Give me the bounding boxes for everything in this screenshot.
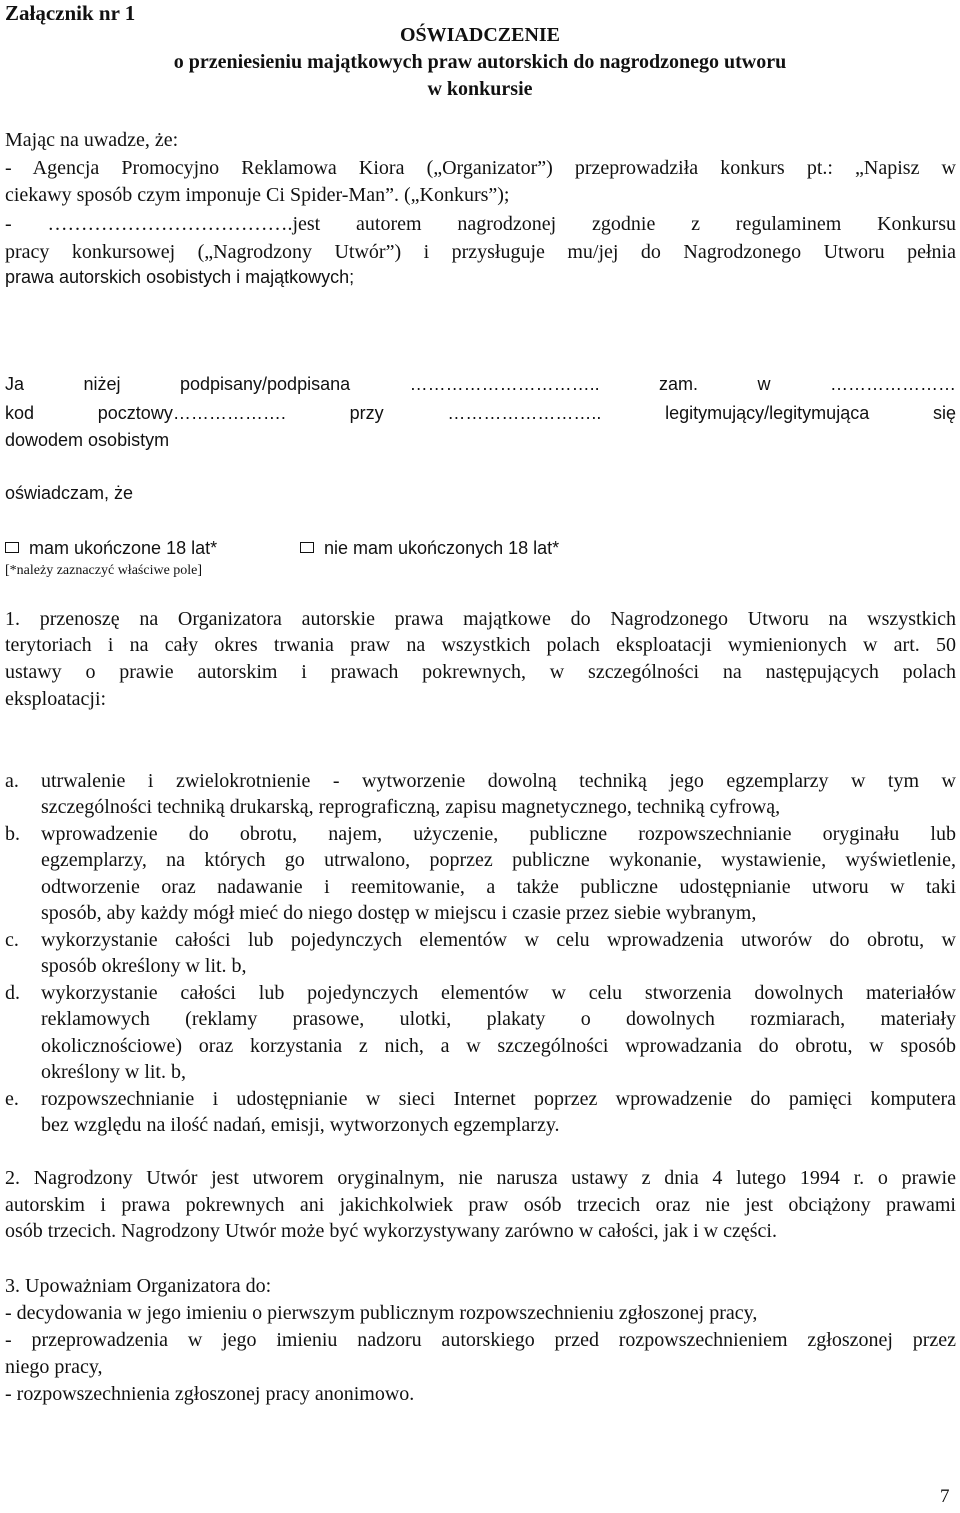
field-c-letter: c.	[5, 929, 19, 951]
section1-line-3: ustawy o prawie autorskim i prawach pokrewnych, w szczególności na następujących polach	[5, 661, 956, 683]
field-a-line: szczególności techniką drukarską, reprograficzną, zapisu magnetycznego, techniką cyfrową,	[41, 796, 781, 818]
intro-author-line-1: - ……………………………….jest autorem nagrodzonej zgodnie z regulaminem Konkursu	[5, 213, 956, 235]
intro-lead: Mając na uwadze, że:	[5, 129, 179, 151]
section3-line-1: 3. Upoważniam Organizatora do:	[5, 1275, 272, 1297]
field-b-line: odtworzenie oraz nadawanie i reemitowanie, a także publiczne udostępnianie utworu w taki	[41, 876, 956, 898]
checkbox-square-icon[interactable]	[5, 542, 19, 553]
section3-line-5: - rozpowszechnienia zgłoszonej pracy anonimowo.	[5, 1383, 415, 1405]
field-c-line: wykorzystanie całości lub pojedynczych elementów w celu wprowadzenia utworów do obrotu, w	[41, 929, 956, 951]
intro-organizer-line-2: ciekawy sposób czym imponuje Ci Spider-Man”. („Konkurs”);	[5, 184, 510, 206]
section1-line-1: 1. przenoszę na Organizatora autorskie prawa majątkowe do Nagrodzonego Utworu na wszystkich	[5, 608, 956, 630]
section1-line-4: eksploatacji:	[5, 688, 107, 710]
intro-author-line-3: prawa autorskich osobistych i majątkowych;	[5, 267, 355, 287]
section2-line-1: 2. Nagrodzony Utwór jest utworem oryginalnym, nie narusza ustawy z dnia 4 lutego 1994 r. o prawie	[5, 1167, 956, 1189]
declare-text: oświadczam, że	[5, 483, 134, 503]
intro-organizer-line-1: - Agencja Promocyjno Reklamowa Kiora („Organizator”) przeprowadziła konkurs pt.: „Napisz w	[5, 157, 956, 179]
document-subtitle: o przeniesieniu majątkowych praw autorskich do nagrodzonego utworu	[173, 51, 787, 73]
checkbox-square-icon[interactable]	[300, 542, 314, 553]
field-d-letter: d.	[5, 982, 20, 1004]
field-b-line: sposób, aby każdy mógł mieć do niego dostęp w miejscu i czasie przez siebie wybranym,	[41, 902, 757, 924]
field-d-line: wykorzystanie całości lub pojedynczych elementów w celu stworzenia dowolnych materiałów	[41, 982, 956, 1004]
section3-line-4: niego pracy,	[5, 1356, 103, 1378]
page-number: 7	[940, 1486, 950, 1507]
checkbox-adult[interactable]	[5, 538, 217, 559]
field-e-letter: e.	[5, 1088, 19, 1110]
checkbox-minor[interactable]	[300, 538, 559, 559]
field-e-line: rozpowszechnianie i udostępnianie w sieci Internet poprzez wprowadzenie do pamięci komputera	[41, 1088, 956, 1110]
field-d-line: okolicznościowe) oraz korzystania z nich, a w szczególności wprowadzania do obrotu, w sposób	[41, 1035, 956, 1057]
declarant-line-3: dowodem osobistym	[5, 430, 170, 450]
document-title: OŚWIADCZENIE	[399, 24, 561, 46]
document-subtitle-contest: w konkursie	[427, 78, 533, 100]
field-b-line: egzemplarzy, na których go utrwalono, poprzez publiczne wykonanie, wystawienie, wyświetlenie,	[41, 849, 956, 871]
attachment-label: Załącznik nr 1	[5, 1, 136, 25]
checkbox-adult-label: mam ukończone 18 lat*	[29, 538, 218, 558]
field-e-line: bez względu na ilość nadań, emisji, wytworzonych egzemplarzy.	[41, 1114, 560, 1136]
intro-author-line-2: pracy konkursowej („Nagrodzony Utwór”) i przysługuje mu/jej do Nagrodzonego Utworu pełnia	[5, 241, 956, 263]
field-a-letter: a.	[5, 770, 19, 792]
field-a-line: utrwalenie i zwielokrotnienie - wytworzenie dowolną techniką jego egzemplarzy w tym w	[41, 770, 956, 792]
declarant-line-2: kod pocztowy………………. przy …………………….. legitymujący/legitymująca się	[5, 403, 956, 423]
section2-line-2: autorskim i prawa pokrewnych ani jakichkolwiek praw osób trzecich oraz nie jest obciążony prawami	[5, 1194, 956, 1216]
field-d-line: określony w lit. b,	[41, 1061, 186, 1083]
section1-line-2: terytoriach i na cały okres trwania praw na wszystkich polach eksploatacji wymienionych w art. 50	[5, 634, 956, 656]
section3-line-2: - decydowania w jego imieniu o pierwszym publicznym rozpowszechnieniu zgłoszonej pracy,	[5, 1302, 758, 1324]
field-d-line: reklamowych (reklamy prasowe, ulotki, plakaty o dowolnych rozmiarach, materiały	[41, 1008, 956, 1030]
field-b-line: wprowadzenie do obrotu, najem, użyczenie, publiczne rozpowszechnianie oryginału lub	[41, 823, 956, 845]
declarant-line-1: Ja niżej podpisany/podpisana ………………………….. zam. w …………………	[5, 374, 956, 394]
section2-line-3: osób trzecich. Nagrodzony Utwór może być wykorzystywany zarówno w całości, jak i w części.	[5, 1220, 777, 1242]
section3-line-3: - przeprowadzenia w jego imieniu nadzoru autorskiego przed rozpowszechnieniem zgłoszonej przez	[5, 1329, 956, 1351]
field-c-line: sposób określony w lit. b,	[41, 955, 247, 977]
checkbox-minor-label: nie mam ukończonych 18 lat*	[324, 538, 560, 558]
checkbox-note: [*należy zaznaczyć właściwe pole]	[5, 563, 203, 578]
field-b-letter: b.	[5, 823, 20, 845]
